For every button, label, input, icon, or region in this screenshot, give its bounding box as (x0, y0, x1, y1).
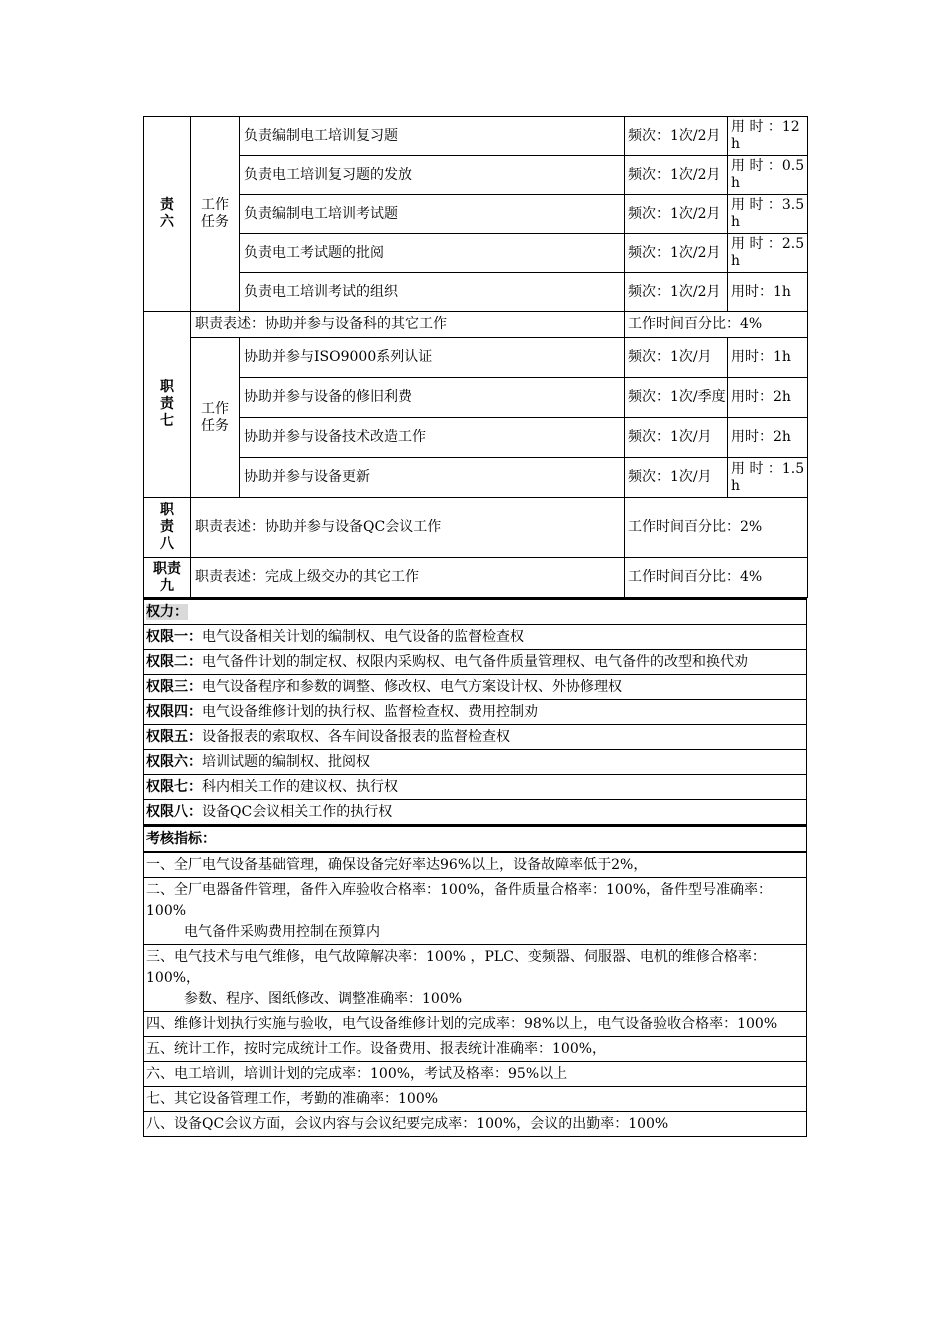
task-frequency: 频次：1次/2月 (625, 156, 728, 195)
duty-eight-title: 职 责 八 (144, 498, 191, 558)
task-frequency: 频次：1次/2月 (625, 273, 728, 312)
authority-row: 权限七：科内相关工作的建议权、执行权 (144, 775, 807, 800)
duty-nine-statement: 职责表述：完成上级交办的其它工作 (191, 558, 625, 598)
duty-seven-title: 职 责 七 (144, 312, 191, 498)
task-time: 用 时 ：3.5h (728, 195, 808, 234)
task-frequency: 频次：1次/2月 (625, 234, 728, 273)
authority-table (143, 598, 807, 825)
task-item: 负责编制电工培训考试题 (240, 195, 625, 234)
task-frequency: 频次：1次/月 (625, 338, 728, 378)
task-time: 用 时 ：1.5h (728, 458, 808, 498)
authority-row: 权限六：培训试题的编制权、批阅权 (144, 750, 807, 775)
kpi-heading: 考核指标： (144, 826, 807, 852)
task-time: 用 时 ：0.5h (728, 156, 808, 195)
authority-row: 权限一：电气设备相关计划的编制权、电气设备的监督检查权 (144, 625, 807, 650)
kpi-table (143, 825, 807, 1137)
duty-eight-statement: 职责表述：协助并参与设备QC会议工作 (191, 498, 625, 558)
task-time: 用时：1h (728, 273, 808, 312)
task-item: 负责编制电工培训复习题 (240, 117, 625, 156)
task-time: 用时：1h (728, 338, 808, 378)
duty-six-task-label: 工作 任务 (191, 117, 240, 312)
duty-nine-title: 职责 九 (144, 558, 191, 598)
task-frequency: 频次：1次/季度 (625, 378, 728, 418)
task-item: 协助并参与ISO9000系列认证 (240, 338, 625, 378)
authority-row: 权限五：设备报表的索取权、各车间设备报表的监督检查权 (144, 725, 807, 750)
task-time: 用时：2h (728, 418, 808, 458)
kpi-row: 二、全厂电器备件管理，备件入库验收合格率：100%，备件质量合格率：100%，备件型号准确率：100% 电气备件采购费用控制在预算内 (144, 878, 807, 945)
duty-six-title: 责 六 (144, 117, 191, 312)
task-frequency: 频次：1次/月 (625, 418, 728, 458)
task-frequency: 频次：1次/2月 (625, 117, 728, 156)
kpi-row: 八、设备QC会议方面，会议内容与会议纪要完成率：100%，会议的出勤率：100% (144, 1112, 807, 1137)
task-item: 负责电工培训考试的组织 (240, 273, 625, 312)
task-item: 协助并参与设备技术改造工作 (240, 418, 625, 458)
task-time: 用 时 ：2.5h (728, 234, 808, 273)
task-time: 用时：2h (728, 378, 808, 418)
kpi-row: 七、其它设备管理工作，考勤的准确率：100% (144, 1087, 807, 1112)
task-item: 负责电工培训复习题的发放 (240, 156, 625, 195)
kpi-row: 三、电气技术与电气维修，电气故障解决率：100% ，PLC、变频器、伺服器、电机的维修合格率：100%， 参数、程序、图纸修改、调整准确率：100% (144, 945, 807, 1012)
kpi-row: 六、电工培训，培训计划的完成率：100%，考试及格率：95%以上 (144, 1062, 807, 1087)
task-time: 用 时 ：12h (728, 117, 808, 156)
duty-nine-percent: 工作时间百分比：4% (625, 558, 808, 598)
task-item: 协助并参与设备更新 (240, 458, 625, 498)
kpi-row: 四、维修计划执行实施与验收，电气设备维修计划的完成率：98%以上，电气设备验收合格率：100% (144, 1012, 807, 1037)
duty-seven-statement: 职责表述：协助并参与设备科的其它工作 (191, 312, 625, 338)
duty-seven-percent: 工作时间百分比：4% (625, 312, 808, 338)
duty-seven-task-label: 工作 任务 (191, 338, 240, 498)
authority-row: 权限八：设备QC会议相关工作的执行权 (144, 800, 807, 825)
authority-row: 权限二：电气备件计划的制定权、权限内采购权、电气备件质量管理权、电气备件的改型和换代劝 (144, 650, 807, 675)
authority-row: 权限四：电气设备维修计划的执行权、监督检查权、费用控制劝 (144, 700, 807, 725)
task-item: 负责电工考试题的批阅 (240, 234, 625, 273)
kpi-row: 一、全厂电气设备基础管理，确保设备完好率达96%以上，设备故障率低于2%， (144, 852, 807, 878)
duty-eight-percent: 工作时间百分比：2% (625, 498, 808, 558)
authority-row: 权限三：电气设备程序和参数的调整、修改权、电气方案设计权、外协修理权 (144, 675, 807, 700)
task-frequency: 频次：1次/月 (625, 458, 728, 498)
task-item: 协助并参与设备的修旧利费 (240, 378, 625, 418)
kpi-row: 五、统计工作，按时完成统计工作。设备费用、报表统计准确率：100%， (144, 1037, 807, 1062)
duties-table (143, 116, 808, 598)
job-description-sheet (143, 116, 807, 1137)
authority-heading: 权力： (144, 599, 807, 625)
task-frequency: 频次：1次/2月 (625, 195, 728, 234)
